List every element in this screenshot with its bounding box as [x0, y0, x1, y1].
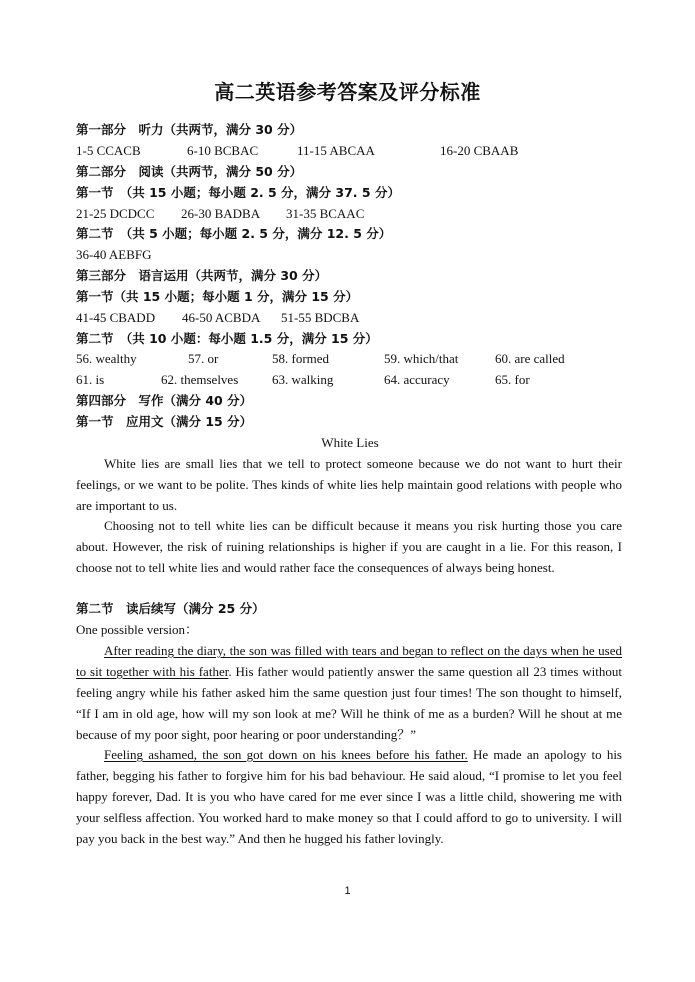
essay-title: White Lies [321, 435, 379, 450]
part2-heading: 第二部分 阅读（共两节，满分 50 分） [76, 164, 303, 179]
blank-answer: 58. formed [272, 351, 330, 366]
paragraph-body: . His father would patiently answer the same question all 23 times without feeling angry while his father asked him the same question just four times! The son thought to himself, “If I am in old age, how will my son look at me? Will he think of me as a burden? Will he shout at me because of my poor sight, poor hearing or poor understanding？” [76, 664, 622, 742]
part3-section1-answers [76, 307, 624, 328]
part3-section2-heading: 第二节 （共 10 小题：每小题 1.5 分，满分 15 分） [76, 331, 378, 346]
essay-paragraph-2: Choosing not to tell white lies can be difficult because it means you risk hurting those you care about. However, the risk of ruining relationships is higher if you are caught in a lie. For this reason, I choose not to tell white lies and would rather face the consequences of always being honest. [76, 518, 622, 575]
given-opening-sentence: After reading the diary, the son was filled with tears and began to reflect on the days when he used to sit together with his father [76, 643, 622, 679]
blank-answer: 65. for [495, 372, 530, 387]
part1-answers [76, 140, 624, 161]
answer-group: 6-10 BCBAC [187, 143, 259, 158]
part2-section1-heading: 第一节 （共 15 小题；每小题 2. 5 分，满分 37. 5 分） [76, 185, 400, 200]
answer-group: 41-45 CBADD [76, 310, 156, 325]
blank-answer: 64. accuracy [384, 372, 450, 387]
blank-answer: 61. is [76, 372, 105, 387]
part4-section1-heading: 第一节 应用文（满分 15 分） [76, 414, 253, 429]
blank-answer: 63. walking [272, 372, 334, 387]
part3-heading: 第三部分 语言运用（共两节，满分 30 分） [76, 268, 328, 283]
part2-section2-heading: 第二节 （共 5 小题；每小题 2. 5 分，满分 12. 5 分） [76, 226, 392, 241]
answer-group: 21-25 DCDCC [76, 206, 155, 221]
continuation-paragraph-2 [76, 744, 622, 849]
part3-section1-heading: 第一节（共 15 小题；每小题 1 分，满分 15 分） [76, 289, 359, 304]
blank-answer: 60. are called [495, 351, 565, 366]
answer-group: 46-50 ACBDA [182, 310, 261, 325]
continuation-paragraph-1 [76, 640, 622, 745]
part2-section1-answers [76, 203, 624, 224]
blank-answer: 56. wealthy [76, 351, 137, 366]
part3-section2-row1 [76, 348, 624, 369]
answer-group: 16-20 CBAAB [440, 143, 519, 158]
answer-group: 51-55 BDCBA [281, 310, 360, 325]
answer-group: 26-30 BADBA [181, 206, 261, 221]
part4-section2-heading: 第二节 读后续写（满分 25 分） [76, 601, 265, 616]
part2-section2-answers: 36-40 AEBFG [76, 247, 152, 262]
answer-group: 1-5 CCACB [76, 143, 141, 158]
part3-section2-row2 [76, 369, 624, 390]
page-number: 1 [344, 885, 351, 897]
sample-intro: One possible version： [76, 622, 199, 637]
blank-answer: 57. or [188, 351, 219, 366]
given-opening-sentence: Feeling ashamed, the son got down on his knees before his father. [104, 747, 468, 762]
essay-paragraph-1: White lies are small lies that we tell to protect someone because we do not want to hurt their feelings, or we want to be polite. Thes kinds of white lies help maintain good relations with people who are important to us. [76, 456, 622, 513]
blank-answer: 62. themselves [161, 372, 239, 387]
answer-group: 11-15 ABCAA [297, 143, 375, 158]
blank-answer: 59. which/that [384, 351, 459, 366]
part4-heading: 第四部分 写作（满分 40 分） [76, 393, 253, 408]
answer-group: 31-35 BCAAC [286, 206, 365, 221]
part1-heading: 第一部分 听力（共两节，满分 30 分） [76, 122, 303, 137]
paragraph-body: He made an apology to his father, begging his father to forgive him for his bad behaviour. He said aloud, “I promise to let you feel happy forever, Dad. It is you who have cared for me ever since I was a little child, showering me with your selfless affection. You worked hard to make money so that I could afford to go to university. I will pay you back in the best way.” And then he hugged his father lovingly. [76, 747, 622, 846]
page-title: 高二英语参考答案及评分标准 [214, 80, 481, 104]
